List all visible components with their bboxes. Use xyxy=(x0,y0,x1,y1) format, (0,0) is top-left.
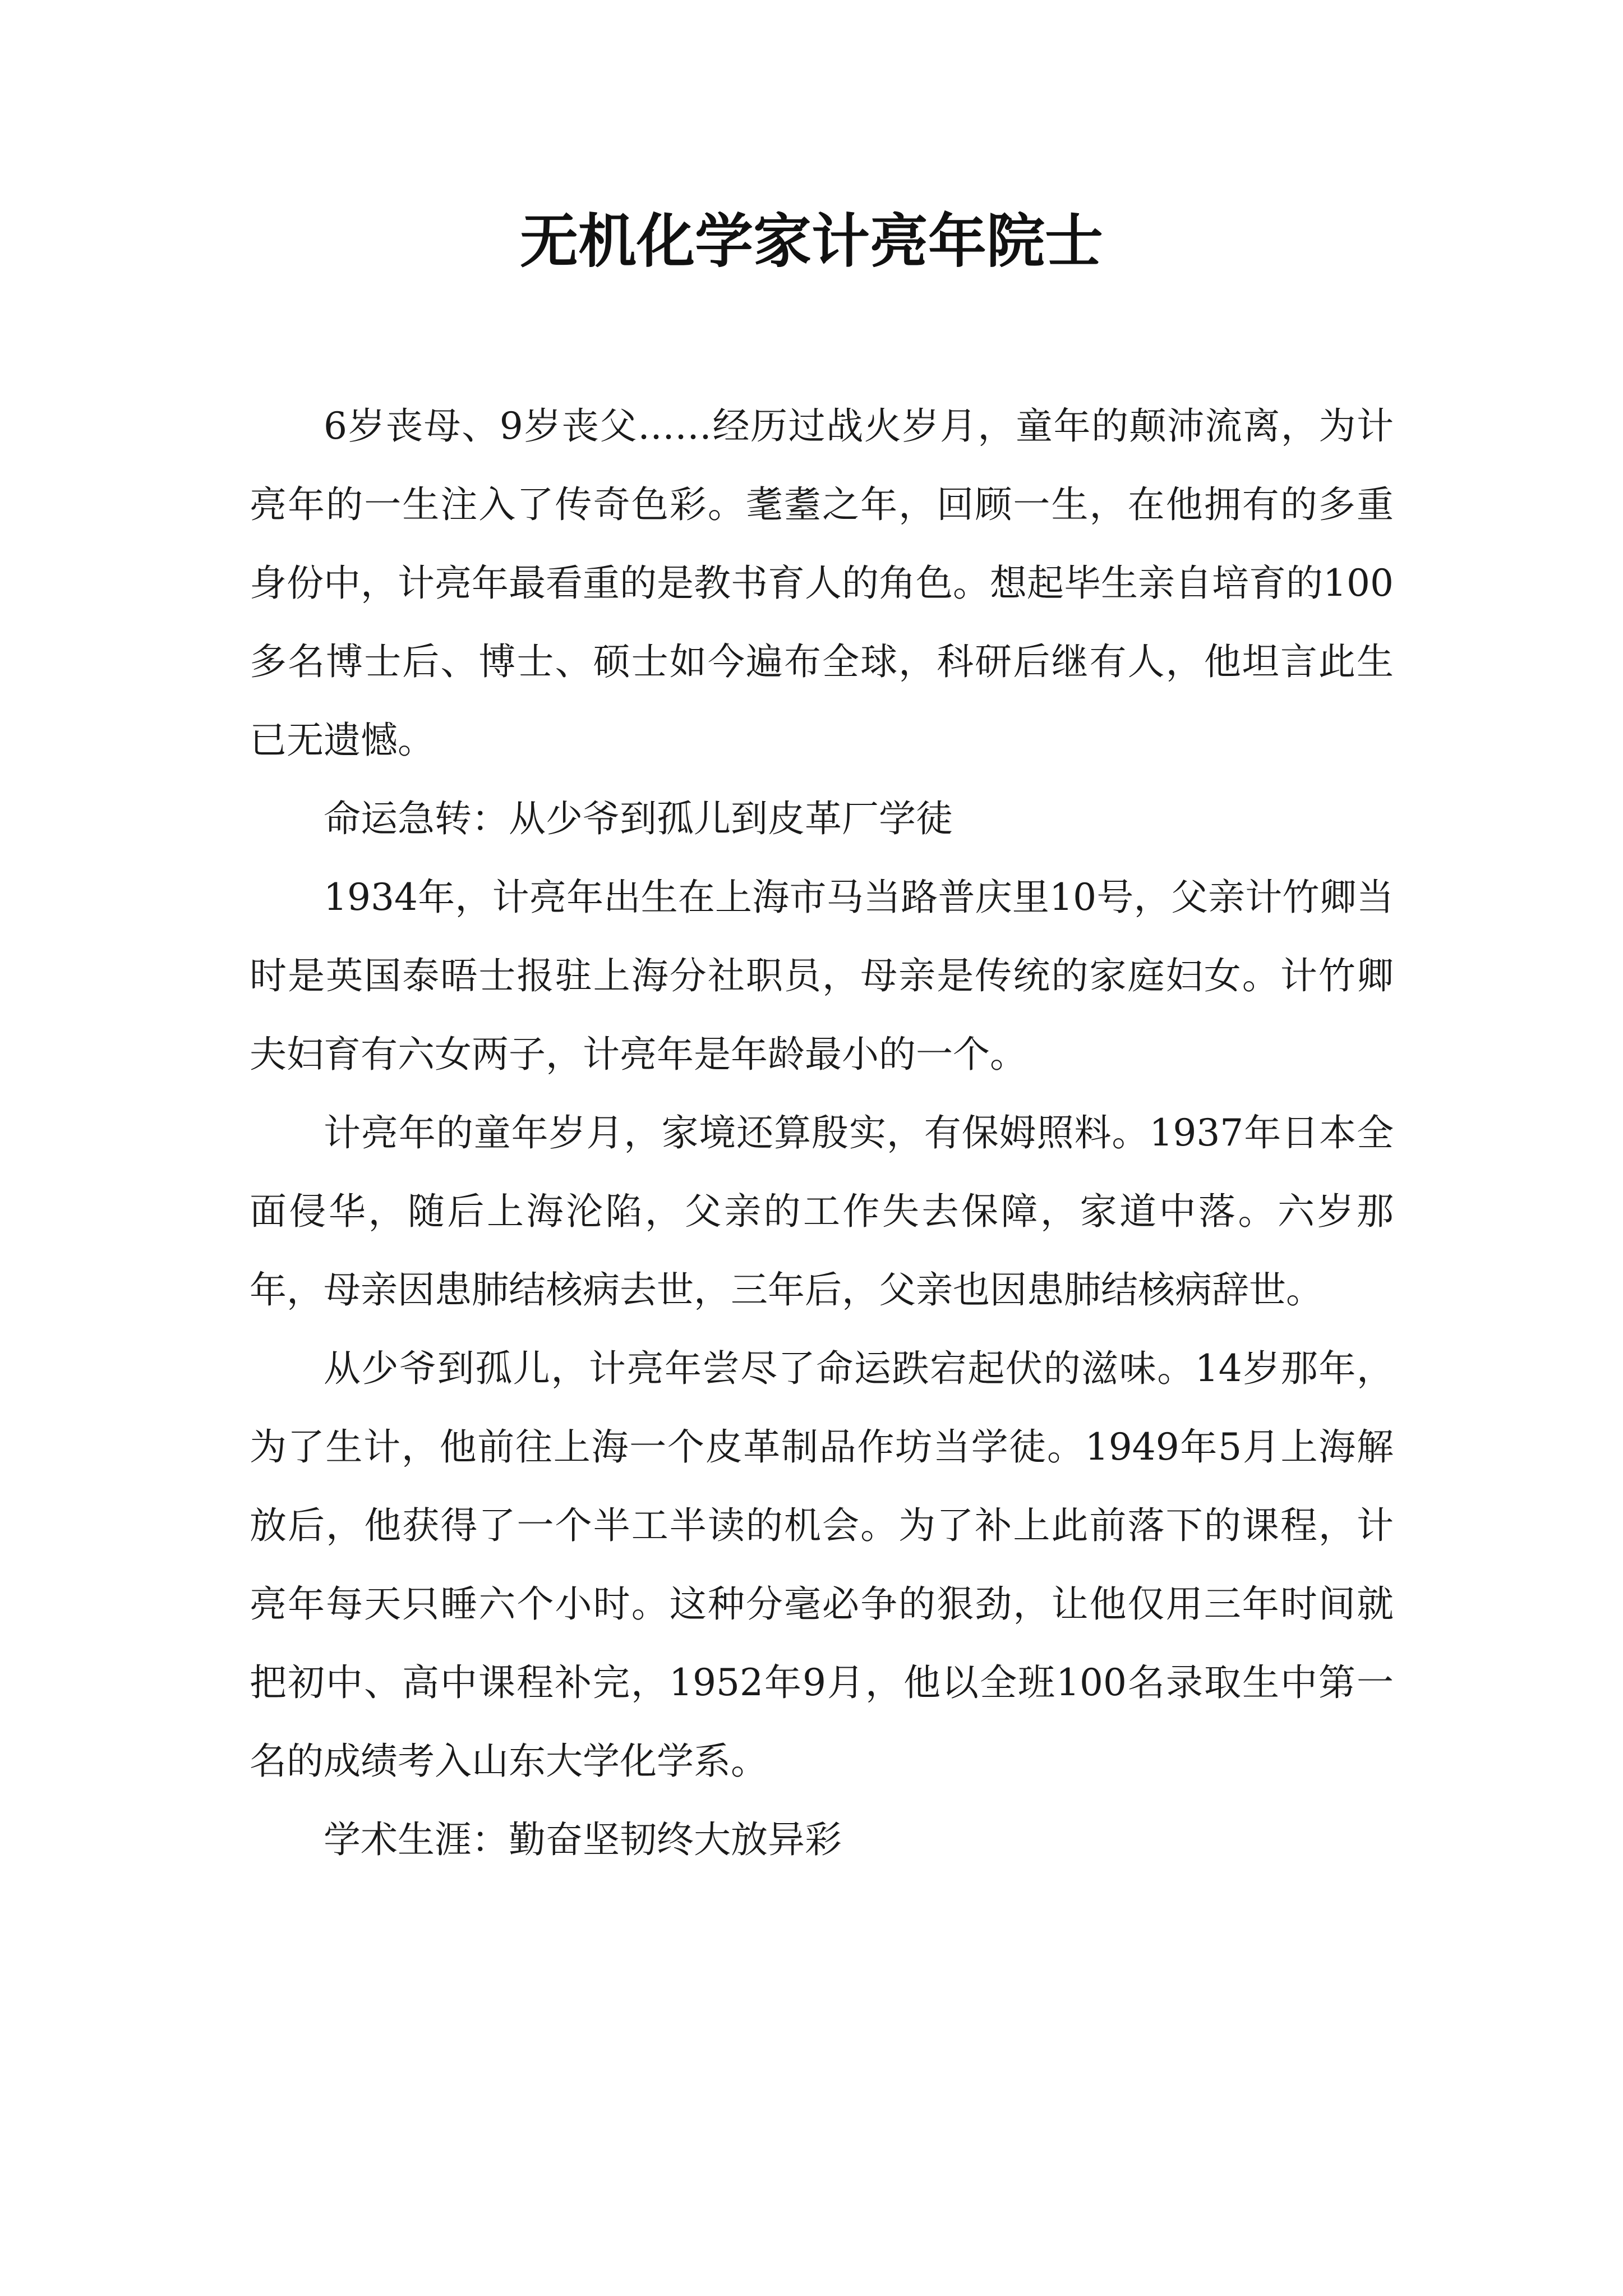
section-heading-career: 学术生涯：勤奋坚韧终大放异彩 xyxy=(324,1818,842,1861)
document-title: 无机化学家计亮年院士 xyxy=(519,206,1103,275)
document-body xyxy=(250,387,1394,1879)
paragraph-birth: 1934年，计亮年出生在上海市马当路普庆里10号，父亲计竹卿当时是英国泰晤士报驻上海分社职员，母亲是传统的家庭妇女。计竹卿夫妇育有六女两子，计亮年是年龄最小的一个。 xyxy=(250,876,1394,1076)
paragraph-apprentice: 从少爷到孤儿，计亮年尝尽了命运跌宕起伏的滋味。14岁那年，为了生计，他前往上海一个皮革制品作坊当学徒。1949年5月上海解放后，他获得了一个半工半读的机会。为了补上此前落下的课程，计亮年每天只睡六个小时。这种分毫必争的狠劲，让他仅用三年时间就把初中、高中课程补完，1952年9月，他以全班100名录取生中第一名的成绩考入山东大学化学系。 xyxy=(250,1347,1394,1783)
paragraph-intro: 6岁丧母、9岁丧父……经历过战火岁月，童年的颠沛流离，为计亮年的一生注入了传奇色彩。耄耋之年，回顾一生，在他拥有的多重身份中，计亮年最看重的是教书育人的角色。想起毕生亲自培育的100多名博士后、博士、硕士如今遍布全球，科研后继有人，他坦言此生已无遗憾。 xyxy=(250,404,1394,762)
paragraph-childhood: 计亮年的童年岁月，家境还算殷实，有保姆照料。1937年日本全面侵华，随后上海沦陷，父亲的工作失去保障，家道中落。六岁那年，母亲因患肺结核病去世，三年后，父亲也因患肺结核病辞世。 xyxy=(250,1111,1394,1312)
section-heading-fate: 命运急转：从少爷到孤儿到皮革厂学徒 xyxy=(324,797,953,840)
